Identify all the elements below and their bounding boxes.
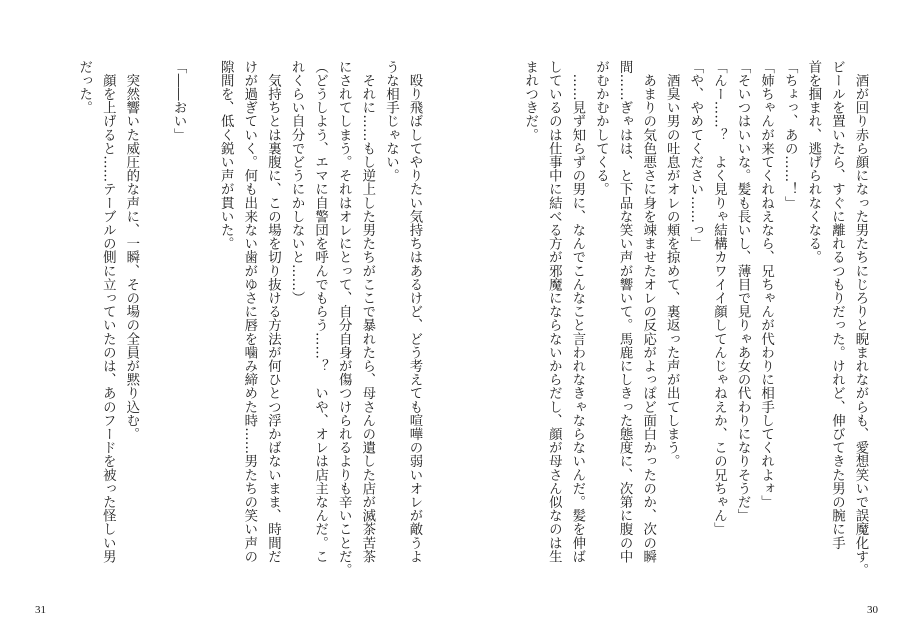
text-line: 隙間を、低く鋭い声が貫いた。 — [218, 60, 234, 251]
blank-line — [190, 60, 214, 580]
text-line: まれつきだ。 — [522, 60, 538, 142]
text-line: それに……もし逆上した男たちがここで暴れたら、母さんの遺した店が滅茶苦茶 — [359, 60, 375, 564]
blank-line — [143, 60, 167, 580]
text-line: 突然響いた威圧的な声に、一瞬、その場の全員が黙り込む。 — [123, 60, 139, 441]
right-page-text — [482, 60, 872, 580]
text-line: 殴り飛ばしてやりたい気持ちはあるけど、どう考えても喧嘩の弱いオレが敵うよ — [407, 60, 422, 564]
text-line: 「や、やめてください……っ」 — [687, 60, 703, 251]
left-page-text — [26, 60, 426, 580]
text-line: ビールを置いたら、すぐに離れるつもりだった。けれど、伸びてきた男の腕に手 — [829, 60, 845, 550]
text-line: 酒臭い男の吐息がオレの頬を掠めて、裏返った声が出てしまう。 — [664, 60, 680, 468]
page-number: 31 — [35, 604, 46, 616]
text-line: 顔を上げると……テーブルの側に立っていたのは、あのフードを被った怪しい男 — [100, 60, 116, 564]
text-line: 「――おい」 — [171, 60, 187, 142]
text-line: けが過ぎていく。何も出来ない歯がゆさに唇を噛み締めた時……男たちの笑い声の — [241, 60, 257, 564]
text-line: ……見ず知らずの男に、なんでこんなこと言われなきゃならないんだ。髪を伸ば — [569, 60, 585, 564]
text-line: うな相手じゃない。 — [383, 60, 399, 183]
text-line: だった。 — [76, 60, 92, 115]
text-line: にされてしまう。それはオレにとって、自分自身が傷つけられるよりも辛いことだ。 — [336, 60, 352, 577]
text-line: 「ちょっ、あの……！」 — [782, 60, 798, 210]
text-line: 「姉ちゃんが来てくれねえなら、兄ちゃんが代わりに相手してくれよォ」 — [758, 60, 774, 509]
text-line: 「んー……？ よく見りゃ結構カワイイ顔してんじゃねえか、この兄ちゃん」 — [711, 60, 727, 536]
text-line: 首を掴まれ、逃げられなくなる。 — [805, 60, 821, 264]
text-line: しているのは仕事中に結べる方が邪魔にならないからだし、顔が母さん似なのは生 — [546, 60, 562, 564]
text-line: れくらい自分でどうにかしないと……） — [289, 60, 305, 305]
text-line: 気持ちとは裏腹に、この場を切り抜ける方法が何ひとつ浮かばないまま、時間だ — [265, 60, 281, 564]
text-line: 「そいつはいいな。髪も長いし、薄目で見りゃあ女の代わりになりそうだ」 — [735, 60, 751, 523]
page-number: 30 — [867, 604, 878, 616]
text-line: （どうしよう、エマに自警団を呼んでもらう……？ いや、オレは店主なんだ。こ — [312, 60, 328, 564]
page-30 — [450, 0, 900, 636]
text-line: 間……ぎゃはは、と下品な笑い声が響いて。馬鹿にしきった態度に、次第に腹の中 — [617, 60, 633, 564]
text-line: 酒が回り赤ら顔になった男たちにじろりと睨まれながらも、愛想笑いで誤魔化す。 — [853, 60, 868, 577]
text-line: あまりの気色悪さに身を竦ませたオレの反応がよっぽど面白かったのか、次の瞬 — [640, 60, 656, 564]
text-line: がむかむかしてくる。 — [593, 60, 609, 196]
